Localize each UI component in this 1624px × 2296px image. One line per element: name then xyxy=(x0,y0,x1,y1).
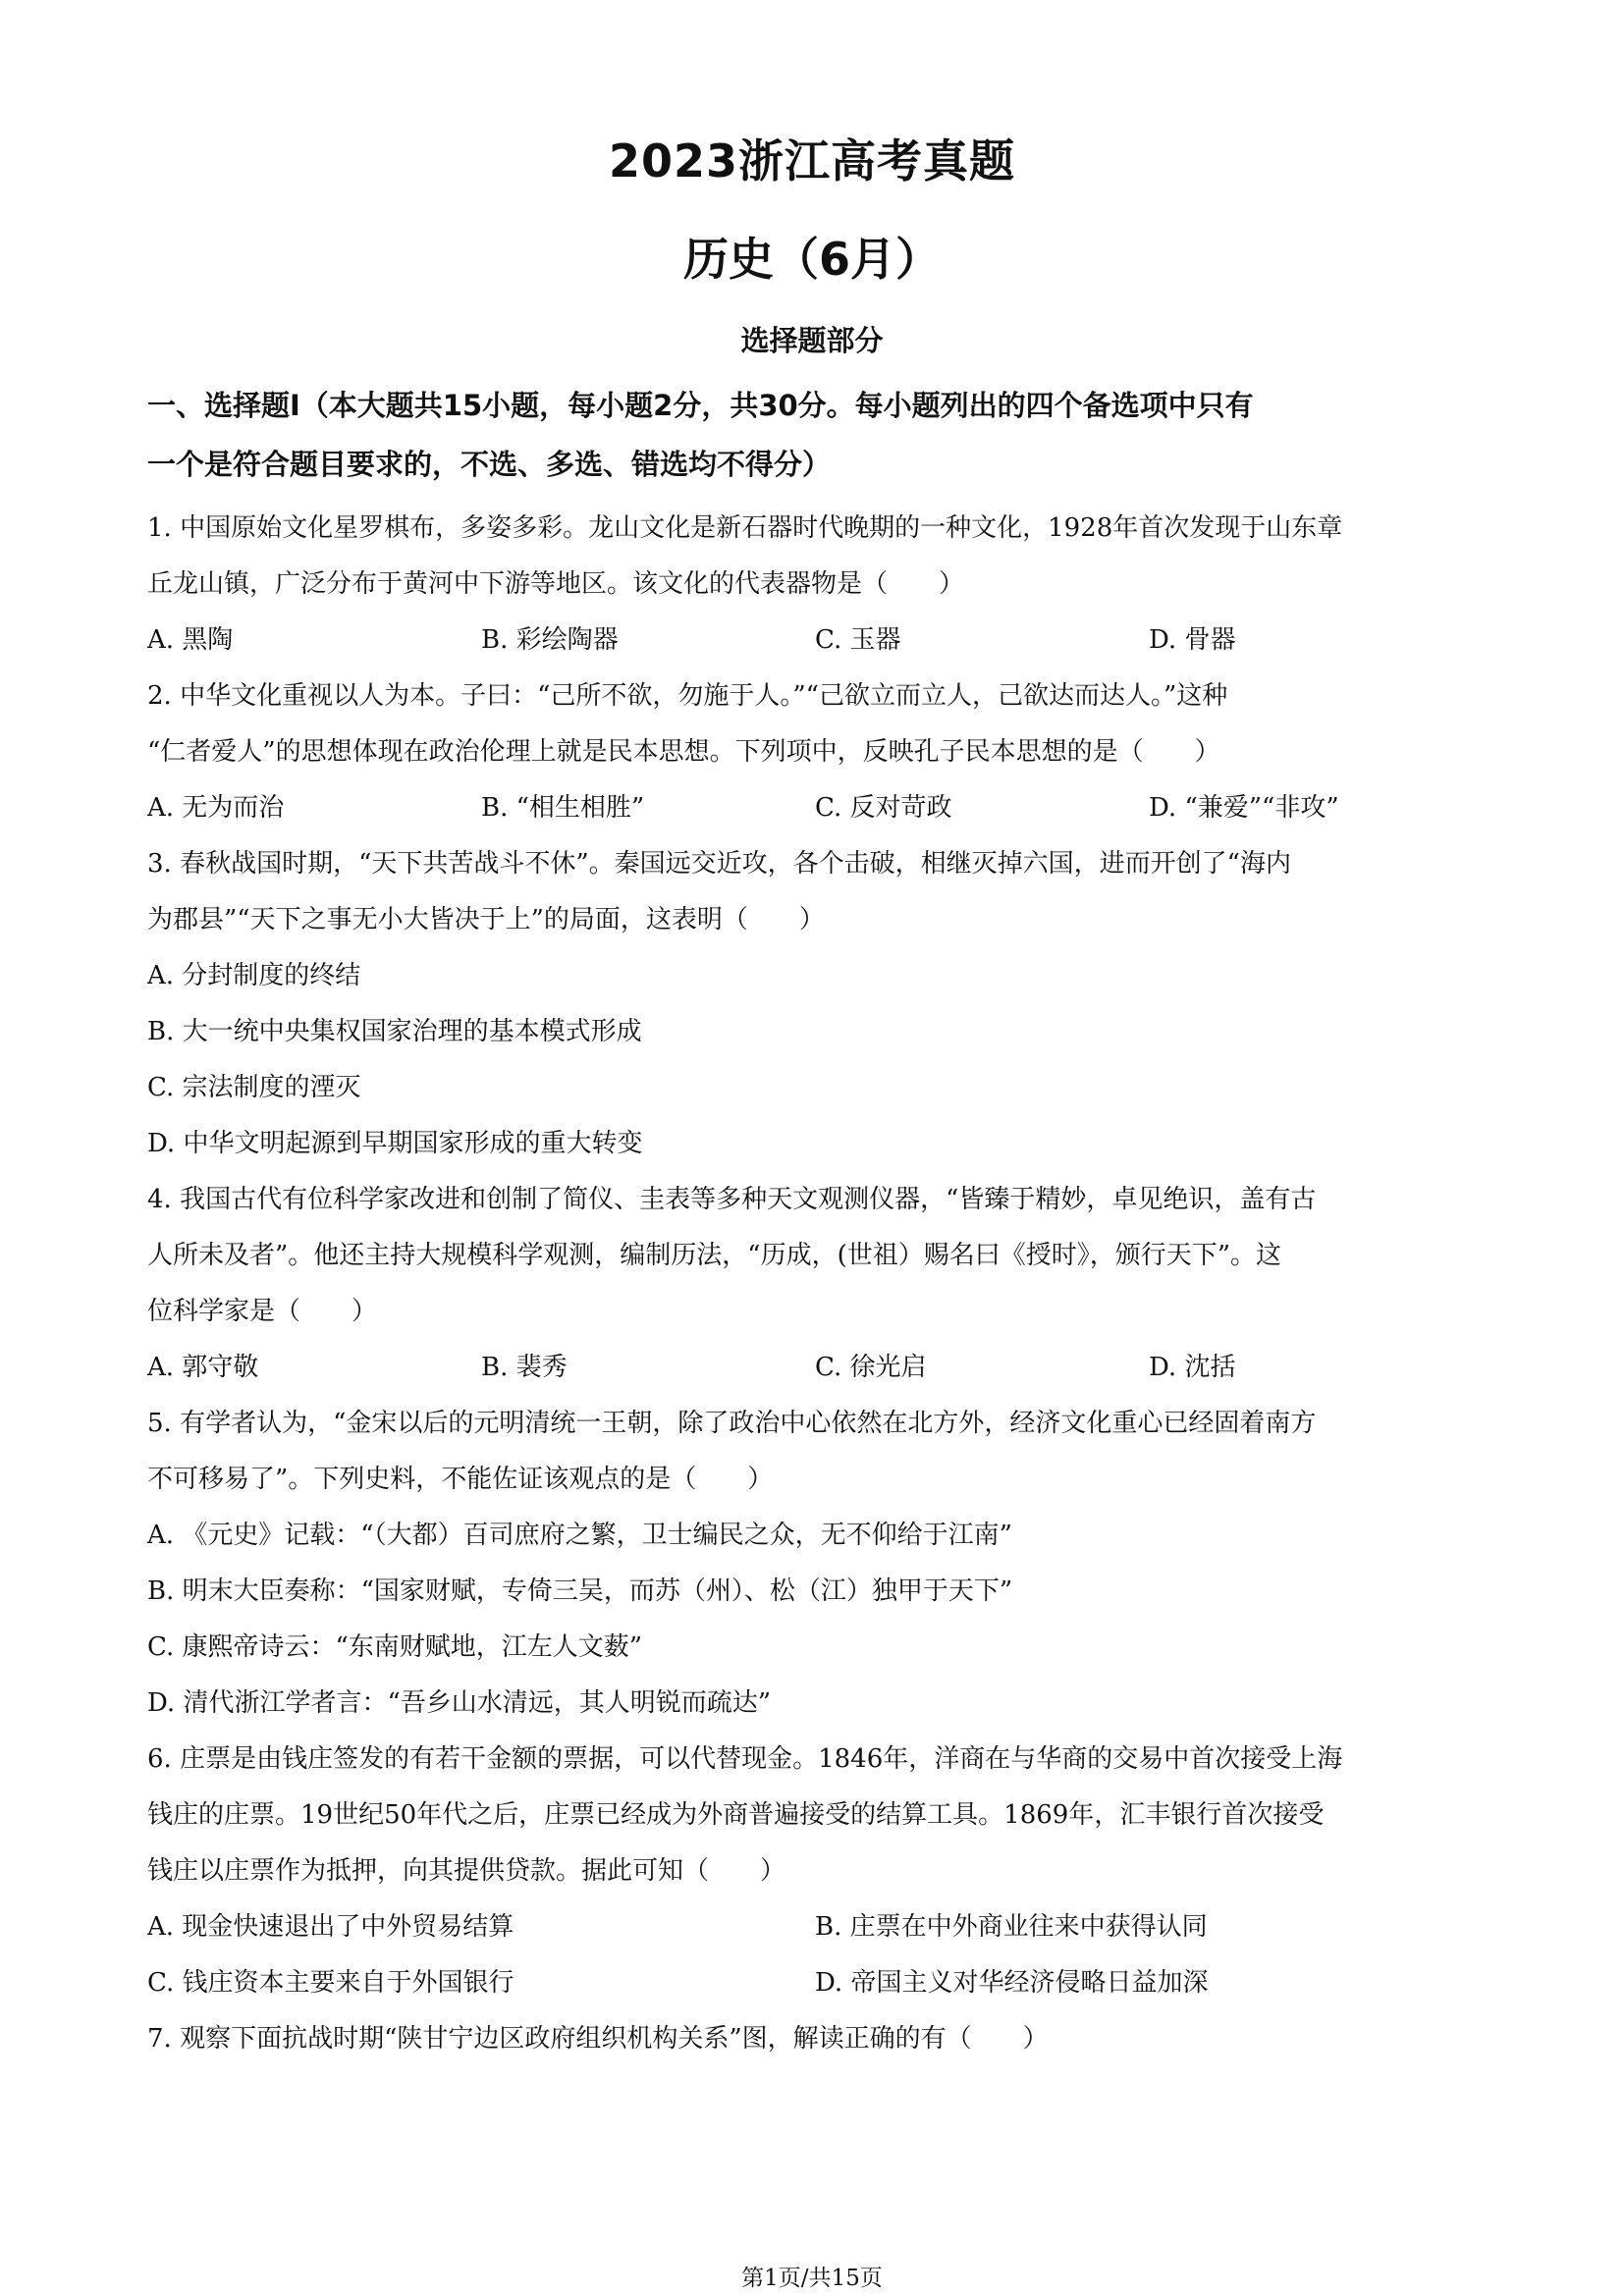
option-a: A. 无为而治 xyxy=(147,793,285,823)
question-text: 7. 观察下面抗战时期“陕甘宁边区政府组织机构关系”图，解读正确的有（ ） xyxy=(147,2024,1049,2054)
option-d: D. “兼爱”“非攻” xyxy=(1149,793,1339,823)
question-text: 3. 春秋战国时期，“天下共苦战斗不休”。秦国远交近攻，各个击破，相继灭掉六国，进而开创了“海内 xyxy=(147,849,1291,879)
option-a: A. 现金快速退出了中外贸易结算 xyxy=(147,1912,514,1942)
option-a: A. 郭守敬 xyxy=(147,1353,259,1382)
question-text: 2. 中华文化重视以人为本。子曰：“己所不欲，勿施于人。”“己欲立而立人，己欲达而达人。”这种 xyxy=(147,681,1228,711)
exam-subtitle: 历史（6月） xyxy=(682,233,941,286)
question-text: 1. 中国原始文化星罗棋布，多姿多彩。龙山文化是新石器时代晚期的一种文化，1928年首次发现于山东章 xyxy=(147,513,1343,543)
option-b: B. 大一统中央集权国家治理的基本模式形成 xyxy=(147,1017,642,1046)
question-text: “仁者爱人”的思想体现在政治伦理上就是民本思想。下列项中，反映孔子民本思想的是（ ） xyxy=(147,737,1220,767)
question-text: 丘龙山镇，广泛分布于黄河中下游等地区。该文化的代表器物是（ ） xyxy=(147,569,965,599)
option-c: C. 玉器 xyxy=(815,625,901,655)
question-2 xyxy=(147,668,1492,836)
option-c: C. 钱庄资本主要来自于外国银行 xyxy=(147,1968,514,1998)
option-b: B. “相生相胜” xyxy=(481,793,645,823)
questions-list xyxy=(147,501,1492,2067)
option-c: C. 反对苛政 xyxy=(815,793,952,823)
option-d: D. 帝国主义对华经济侵略日益加深 xyxy=(815,1968,1209,1998)
option-b: B. 裴秀 xyxy=(481,1353,568,1382)
question-text: 位科学家是（ ） xyxy=(147,1297,378,1326)
question-text: 人所未及者”。他还主持大规模科学观测，编制历法，“历成，(世祖）赐名曰《授时》，颁行天下”。这 xyxy=(147,1241,1282,1270)
option-d: D. 清代浙江学者言：“吾乡山水清远，其人明锐而疏达” xyxy=(147,1688,772,1718)
question-text: 4. 我国古代有位科学家改进和创制了简仪、圭表等多种天文观测仪器，“皆臻于精妙，卓见绝识，盖有古 xyxy=(147,1185,1317,1214)
option-d: D. 骨器 xyxy=(1149,625,1236,655)
question-text: 6. 庄票是由钱庄签发的有若干金额的票据，可以代替现金。1846年，洋商在与华商的交易中首次接受上海 xyxy=(147,1744,1343,1774)
options-row xyxy=(147,613,1492,668)
question-1 xyxy=(147,501,1492,668)
question-text: 5. 有学者认为，“金宋以后的元明清统一王朝，除了政治中心依然在北方外，经济文化重心已经固着南方 xyxy=(147,1409,1317,1438)
question-text: 为郡县”“天下之事无小大皆决于上”的局面，这表明（ ） xyxy=(147,905,825,934)
question-text: 钱庄的庄票。19世纪50年代之后，庄票已经成为外商普遍接受的结算工具。1869年，汇丰银行首次接受 xyxy=(147,1800,1325,1830)
option-b: B. 庄票在中外商业往来中获得认同 xyxy=(815,1912,1208,1942)
question-4 xyxy=(147,1172,1492,1396)
option-b: B. 明末大臣奏称：“国家财赋，专倚三吴，而苏（州）、松（江）独甲于天下” xyxy=(147,1576,1013,1606)
option-c: C. 宗法制度的湮灭 xyxy=(147,1073,361,1102)
question-5 xyxy=(147,1396,1492,1732)
question-6 xyxy=(147,1732,1492,2011)
question-7 xyxy=(147,2011,1492,2067)
option-a: A. 黑陶 xyxy=(147,625,234,655)
options-row xyxy=(147,1899,1492,1955)
option-a: A. 分封制度的终结 xyxy=(147,961,361,990)
option-c: C. 康熙帝诗云：“东南财赋地，江左人文薮” xyxy=(147,1632,643,1662)
option-a: A. 《元史》记载：“（大都）百司庶府之繁，卫士编民之众，无不仰给于江南” xyxy=(147,1521,1012,1550)
instructions-line-1: 一、选择题Ⅰ（本大题共15小题，每小题2分，共30分。每小题列出的四个备选项中只有 xyxy=(147,389,1254,422)
page-number: 第1页/共15页 xyxy=(741,2266,883,2291)
options-row xyxy=(147,1955,1492,2011)
question-text: 钱庄以庄票作为抵押，向其提供贷款。据此可知（ ） xyxy=(147,1856,786,1886)
exam-title: 2023浙江高考真题 xyxy=(608,134,1016,187)
options-row xyxy=(147,780,1492,836)
question-text: 不可移易了”。下列史料，不能佐证该观点的是（ ） xyxy=(147,1465,774,1494)
option-c: C. 徐光启 xyxy=(815,1353,927,1382)
option-d: D. 沈括 xyxy=(1149,1353,1236,1382)
options-row xyxy=(147,1340,1492,1396)
section-heading: 选择题部分 xyxy=(740,324,884,357)
option-d: D. 中华文明起源到早期国家形成的重大转变 xyxy=(147,1129,643,1158)
question-3 xyxy=(147,836,1492,1172)
option-b: B. 彩绘陶器 xyxy=(481,625,619,655)
instructions-line-2: 一个是符合题目要求的，不选、多选、错选均不得分） xyxy=(147,448,832,481)
